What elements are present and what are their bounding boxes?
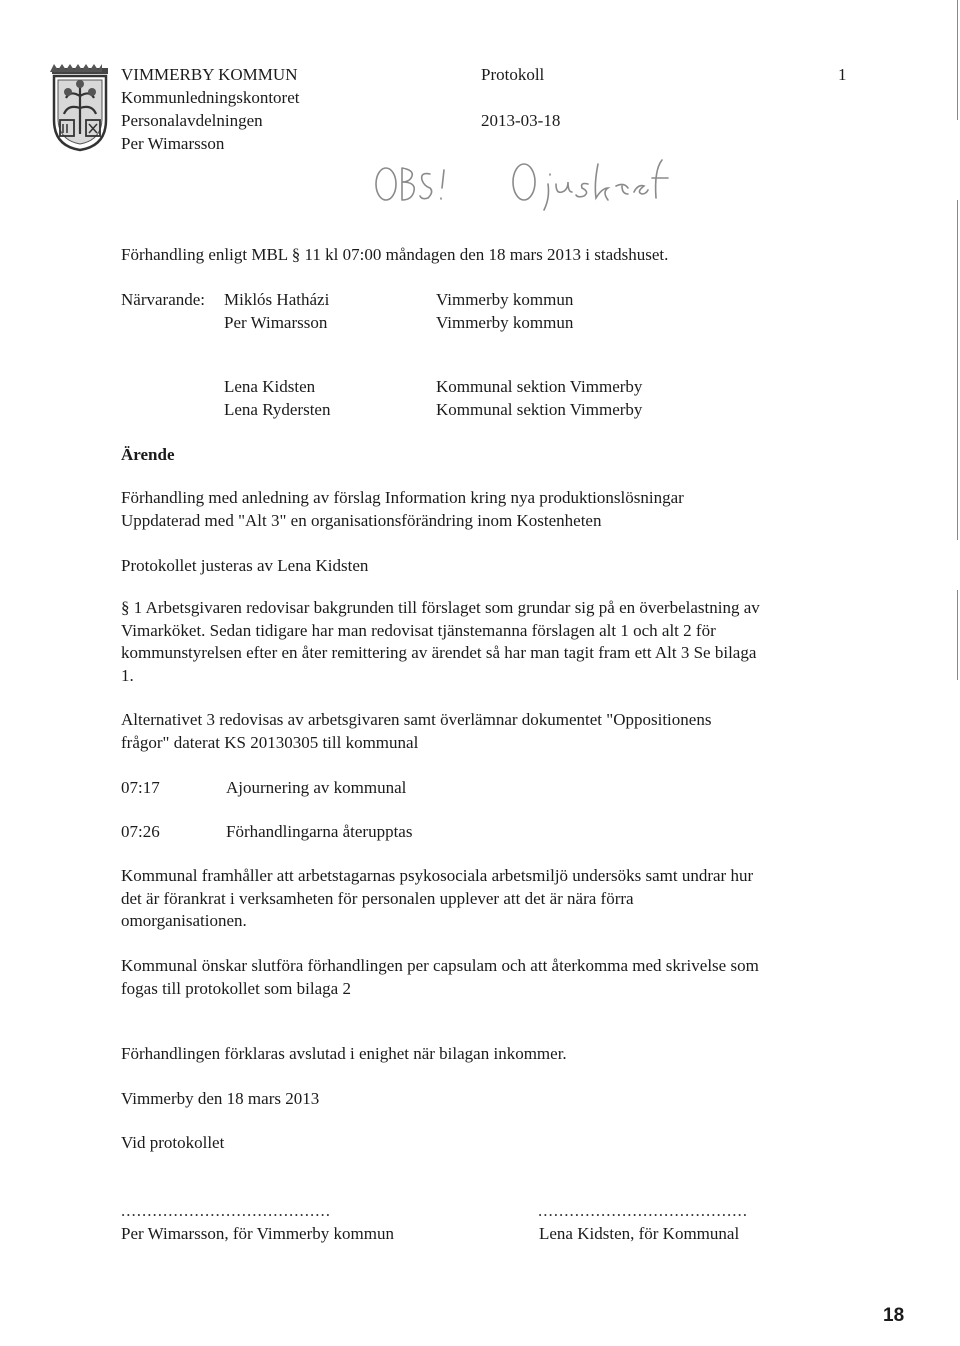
attendee-org: Vimmerby kommun xyxy=(436,290,574,309)
justeras-line: Protokollet justeras av Lena Kidsten xyxy=(121,556,369,575)
org-unit: Personalavdelningen xyxy=(121,111,263,130)
signature-line-left: ........................................ xyxy=(121,1201,331,1220)
kommunal-framhaller-text xyxy=(121,865,753,933)
timeline-time: 07:17 xyxy=(121,778,160,797)
kommunal-onskar-text xyxy=(121,955,759,1000)
text-line: frågor" daterat KS 20130305 till kommunal xyxy=(121,732,419,752)
conclusion-line: Förhandlingen förklaras avslutad i enighet när bilagan inkommer. xyxy=(121,1044,567,1063)
attendee-name: Lena Kidsten xyxy=(224,377,316,396)
document-date: 2013-03-18 xyxy=(481,111,561,130)
text-line: kommunstyrelsen efter en åter remittering av ärendet så har man tagit fram ett Alt 3 Se bilaga xyxy=(121,643,757,662)
attendees-label: Närvarande: xyxy=(121,290,206,309)
text-line: Alternativet 3 redovisas av arbetsgivaren samt överlämnar dokumentet "Oppositionens xyxy=(121,710,712,729)
scan-edge xyxy=(957,0,958,120)
text-line: det är förankrat i verksamheten för personalen upplever att det är nära förra xyxy=(121,888,634,908)
stamp-number: 18 xyxy=(883,1305,905,1326)
arende-heading: Ärende xyxy=(121,445,175,464)
org-contact: Per Wimarsson xyxy=(121,134,225,153)
text-line: fogas till protokollet som bilaga 2 xyxy=(121,978,351,998)
text-line: 1. xyxy=(121,665,134,685)
text-line: § 1 Arbetsgivaren redovisar bakgrunden till förslaget som grundar sig på en överbelastning av xyxy=(121,598,760,617)
handwritten-obs xyxy=(376,168,444,200)
text-line: Kommunal önskar slutföra förhandlingen per capsulam och att återkomma med skrivelse som xyxy=(121,956,759,975)
attendee-org: Vimmerby kommun xyxy=(436,313,574,332)
scan-edge xyxy=(957,200,958,540)
text-line: Kommunal framhåller att arbetstagarnas psykosociala arbetsmiljö undersöks samt undrar hur xyxy=(121,866,754,885)
attendee-name: Lena Rydersten xyxy=(224,400,331,419)
text-line: omorganisationen. xyxy=(121,911,247,930)
signature-left: Per Wimarsson, för Vimmerby kommun xyxy=(121,1224,394,1243)
scan-edge xyxy=(957,590,958,680)
attendee-name: Miklós Hatházi xyxy=(224,290,330,309)
signature-right: Lena Kidsten, för Kommunal xyxy=(539,1224,740,1243)
timeline-text: Ajournering av kommunal xyxy=(226,778,407,797)
timeline-text: Förhandlingarna återupptas xyxy=(226,822,413,841)
org-department: Kommunledningskontoret xyxy=(121,88,300,107)
vimmerby-crest-logo xyxy=(50,62,110,154)
page-number: 1 xyxy=(838,65,847,84)
org-name: VIMMERBY KOMMUN xyxy=(121,65,298,84)
intro-line: Förhandling enligt MBL § 11 kl 07:00 måndagen den 18 mars 2013 i stadshuset. xyxy=(121,245,669,264)
text-line: Vimarköket. Sedan tidigare har man redovisat tjänstemanna förslagen alt 1 och alt 2 för xyxy=(121,620,716,640)
handwritten-ojusterat xyxy=(513,160,668,210)
section-1-text xyxy=(121,597,760,687)
document-type: Protokoll xyxy=(481,65,545,84)
arende-text xyxy=(121,487,684,532)
text-line: Förhandling med anledning av förslag Information kring nya produktionslösningar xyxy=(121,488,684,507)
place-date: Vimmerby den 18 mars 2013 xyxy=(121,1089,320,1108)
timeline-time: 07:26 xyxy=(121,822,160,841)
text-line: Uppdaterad med "Alt 3" en organisationsförändring inom Kostenheten xyxy=(121,510,602,530)
handwritten-note xyxy=(372,150,702,220)
vid-protokollet: Vid protokollet xyxy=(121,1133,225,1152)
attendee-org: Kommunal sektion Vimmerby xyxy=(436,400,643,419)
alternativet-text xyxy=(121,709,711,754)
signature-line-right: ........................................ xyxy=(538,1201,748,1220)
attendee-name: Per Wimarsson xyxy=(224,313,328,332)
attendee-org: Kommunal sektion Vimmerby xyxy=(436,377,643,396)
